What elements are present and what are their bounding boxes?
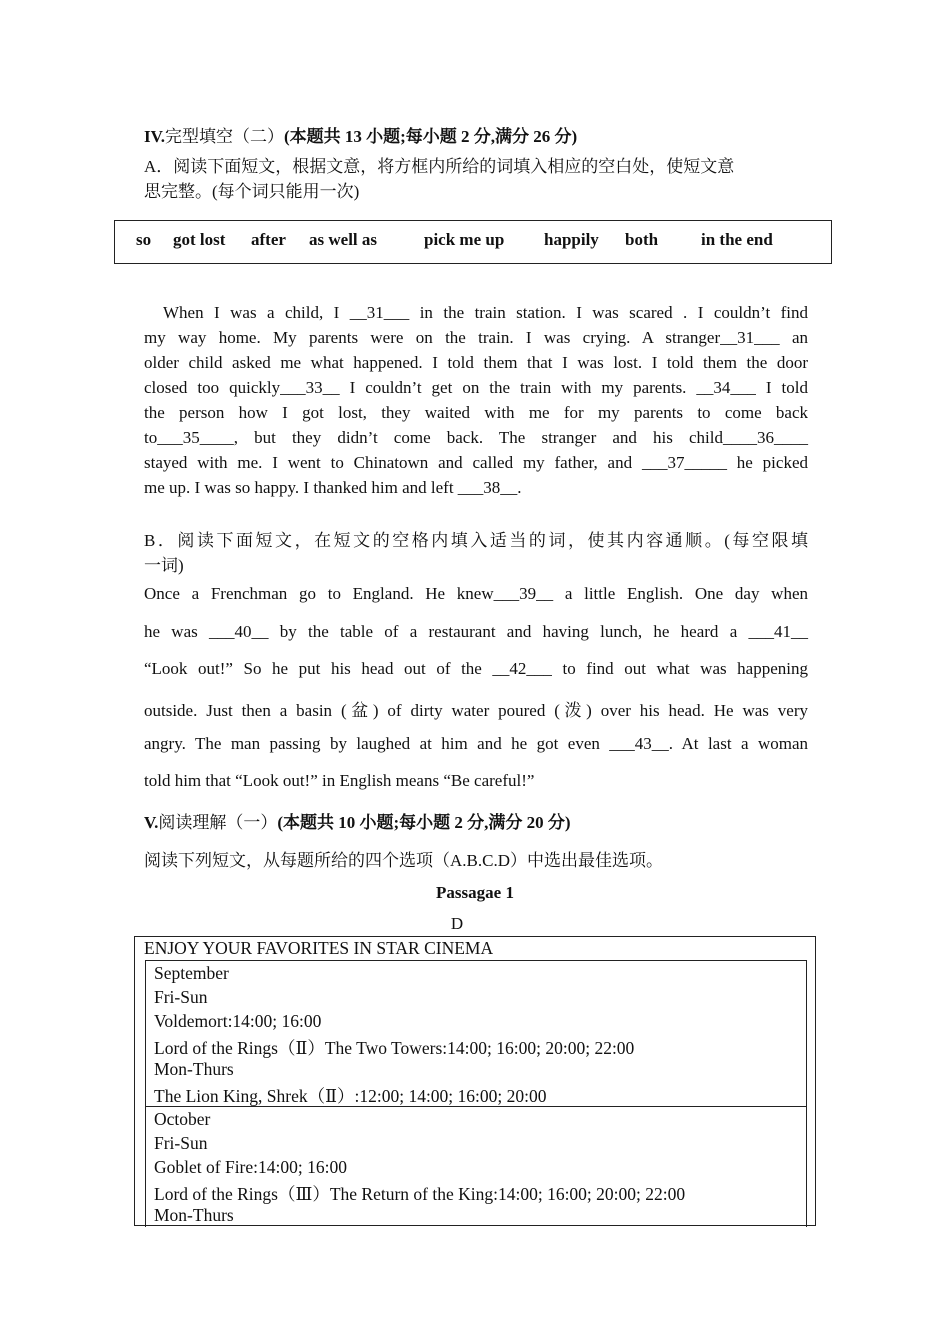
section-4-title: 完型填空（二） <box>164 127 284 146</box>
passage-title: Passagae 1 <box>436 883 514 902</box>
section-5-note: (本题共 10 小题;每小题 2 分,满分 20 分) <box>277 813 571 832</box>
passage-letter: D <box>450 914 464 933</box>
section-4-prefix: IV. <box>144 127 165 146</box>
month-label: September <box>154 963 229 983</box>
passage-b-line: he was ___40__ by the table of a restaurant and having lunch, he heard a ___41__ <box>144 622 808 641</box>
showtime-row: Goblet of Fire:14:00; 16:00 <box>154 1157 347 1177</box>
passage-a-line: me up. I was so happy. I thanked him and left ___38__. <box>144 478 522 497</box>
passage-b-line: told him that “Look out!” in English means “Be careful!” <box>144 771 535 790</box>
passage-b-line: angry. The man passing by laughed at him and he got even ___43__. At last a woman <box>144 734 808 753</box>
showtime-row: The Lion King, Shrek（Ⅱ）:12:00; 14:00; 16:00; 20:00 <box>154 1086 547 1106</box>
day-range: Fri-Sun <box>154 987 208 1007</box>
passage-a-line: stayed with me. I went to Chinatown and called my father, and ___37_____ he picked <box>144 453 808 472</box>
showtime-row: Voldemort:14:00; 16:00 <box>154 1011 322 1031</box>
section-4-note: (本题共 13 小题;每小题 2 分,满分 26 分) <box>283 127 578 146</box>
passage-a-line: to___35____, but they didn’t come back. The stranger and his child____36____ <box>144 428 808 447</box>
day-range: Fri-Sun <box>154 1133 208 1153</box>
part-a-instruction-1: A．阅读下面短文，根据文意，将方框内所给的词填入相应的空白处，使短文意 <box>144 157 735 176</box>
passage-b-line: outside. Just then a basin (盆) of dirty water poured (泼) over his head. He was very <box>144 701 808 720</box>
cinema-title: ENJOY YOUR FAVORITES IN STAR CINEMA <box>144 938 494 958</box>
word-bank-item: after <box>251 230 286 249</box>
section-5-instruction: 阅读下列短文，从每题所给的四个选项（A.B.C.D）中选出最佳选项。 <box>144 851 663 870</box>
section-5-title: 阅读理解（一） <box>158 813 278 832</box>
passage-a-line: my way home. My parents were on the train. I was crying. A stranger__31___ an <box>144 328 808 347</box>
october-schedule <box>145 1106 807 1227</box>
word-bank-item: pick me up <box>424 230 505 249</box>
word-bank-item: so <box>136 230 152 249</box>
word-bank-item: both <box>625 230 659 249</box>
month-label: October <box>154 1109 211 1129</box>
showtime-row: Lord of the Rings（Ⅱ）The Two Towers:14:00; 16:00; 20:00; 22:00 <box>154 1038 635 1058</box>
word-bank-item: in the end <box>701 230 773 249</box>
part-a-instruction-2: 思完整。(每个词只能用一次) <box>144 182 360 201</box>
word-bank-box <box>114 220 832 264</box>
word-bank-item: as well as <box>309 230 377 249</box>
section-4-heading <box>144 122 577 147</box>
passage-a-line: older child asked me what happened. I told them that I was lost. I told them the door <box>144 353 808 372</box>
part-b-instruction-1: B．阅读下面短文，在短文的空格内填入适当的词，使其内容通顺。(每空限填 <box>144 531 808 550</box>
passage-b-line: Once a Frenchman go to England. He knew___39__ a little English. One day when <box>144 584 808 603</box>
section-5-heading <box>144 808 571 833</box>
passage-a-line: the person how I got lost, they waited with me for my parents to come back <box>144 403 808 422</box>
showtime-row: Lord of the Rings（Ⅲ）The Return of the King:14:00; 16:00; 20:00; 22:00 <box>154 1184 686 1204</box>
passage-a-line: closed too quickly___33__ I couldn’t get on the train with my parents. __34___ I told <box>144 378 808 397</box>
september-schedule <box>145 960 807 1107</box>
cinema-schedule-table <box>134 936 816 1226</box>
word-bank-item: got lost <box>173 230 226 249</box>
passage-a-line: When I was a child, I __31___ in the train station. I was scared . I couldn’t find <box>163 303 808 322</box>
part-b-instruction-2: 一词) <box>144 556 184 575</box>
day-range: Mon-Thurs <box>154 1059 234 1079</box>
passage-b-line: “Look out!” So he put his head out of the __42___ to find out what was happening <box>144 659 808 678</box>
word-bank-item: happily <box>544 230 599 249</box>
section-5-prefix: V. <box>144 813 159 832</box>
day-range: Mon-Thurs <box>154 1205 234 1225</box>
